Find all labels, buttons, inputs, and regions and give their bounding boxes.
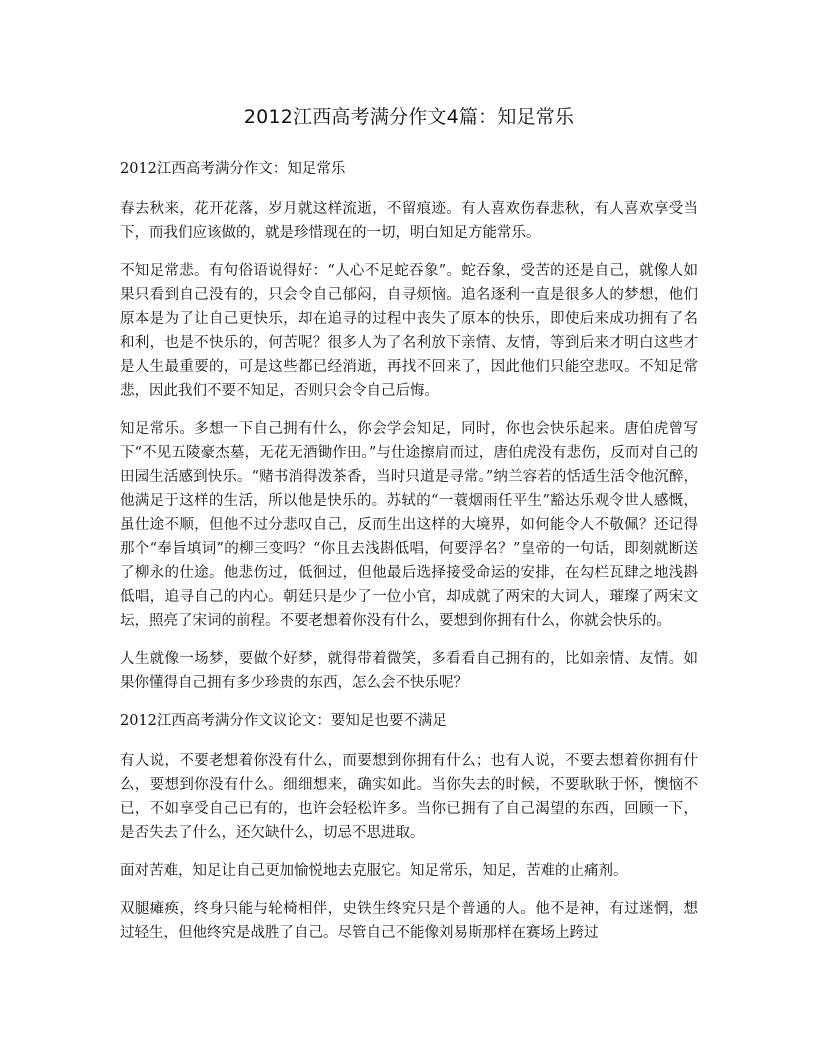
paragraph: 面对苦难，知足让自己更加愉悦地去克服它。知足常乐，知足，苦难的止痛剂。 — [120, 863, 628, 879]
paragraph: 双腿瘫痪，终身只能与轮椅相伴，史铁生终究只是个普通的人。他不是神，有过迷惘，想过轻生，但他终究是战胜了自己。尽管自己不能像刘易斯那样在赛场上跨过 — [120, 901, 698, 941]
section-heading-2: 2012江西高考满分作文议论文：要知足也要不满足 — [120, 713, 447, 729]
section-heading-1: 2012江西高考满分作文：知足常乐 — [120, 161, 346, 177]
paragraph: 知足常乐。多想一下自己拥有什么，你会学会知足，同时，你也会快乐起来。唐伯虎曾写下“不见五陵豪杰墓，无花无酒锄作田。”与仕途擦肩而过，唐伯虎没有悲伤，反而对自己的田园生活感到快乐。“赌书消得泼茶香，当时只道是寻常。”纳兰容若的恬适生活令他沉醉，他满足于这样的生活，所以他是快乐的。苏轼的“一蓑烟雨任平生”豁达乐观令世人感慨，虽仕途不顺，但他不过分悲叹自己，反而生出这样的大境界，如何能令人不敬佩？还记得那个“奉旨填词”的柳三变吗？“你且去浅斟低唱，何要浮名？”皇帝的一句话，即刻就断送了柳永的仕途。他悲伤过，低徊过，但他最后选择接受命运的安排，在勾栏瓦肆之地浅斟低唱，追寻自己的内心。朝廷只是少了一位小官，却成就了两宋的大词人，璀璨了两宋文坛，照亮了宋词的前程。不要老想着你没有什么，要想到你拥有什么，你就会快乐的。 — [120, 421, 698, 629]
paragraph: 人生就像一场梦，要做个好梦，就得带着微笑，多看看自己拥有的，比如亲情、友情。如果你懂得自己拥有多少珍贵的东西，怎么会不快乐呢？ — [120, 651, 698, 691]
paragraph: 不知足常悲。有句俗语说得好：“人心不足蛇吞象”。蛇吞象，受苦的还是自己，就像人如果只看到自己没有的，只会令自己郁闷，自寻烦恼。追名逐利一直是很多人的梦想，他们原本是为了让自己更快乐，却在追寻的过程中丧失了原本的快乐，即使后来成功拥有了名和利，也是不快乐的，何苦呢？很多人为了名利放下亲情、友情，等到后来才明白这些才是人生最重要的，可是这些都已经消逝，再找不回来了，因此他们只能空悲叹。不知足常悲，因此我们不要不知足，否则只会令自己后悔。 — [120, 263, 698, 399]
paragraph: 春去秋来，花开花落，岁月就这样流逝，不留痕迹。有人喜欢伤春悲秋，有人喜欢享受当下，而我们应该做的，就是珍惜现在的一切，明白知足方能常乐。 — [120, 201, 698, 241]
paragraph: 有人说，不要老想着你没有什么，而要想到你拥有什么；也有人说，不要去想着你拥有什么，要想到你没有什么。细细想来，确实如此。当你失去的时候，不要耿耿于怀，懊恼不已，不如享受自己已有的，也许会轻松许多。当你已拥有了自己渴望的东西，回顾一下，是否失去了什么，还欠缺什么，切忌不思进取。 — [120, 753, 698, 841]
document-title: 2012江西高考满分作文4篇：知足常乐 — [243, 106, 575, 128]
